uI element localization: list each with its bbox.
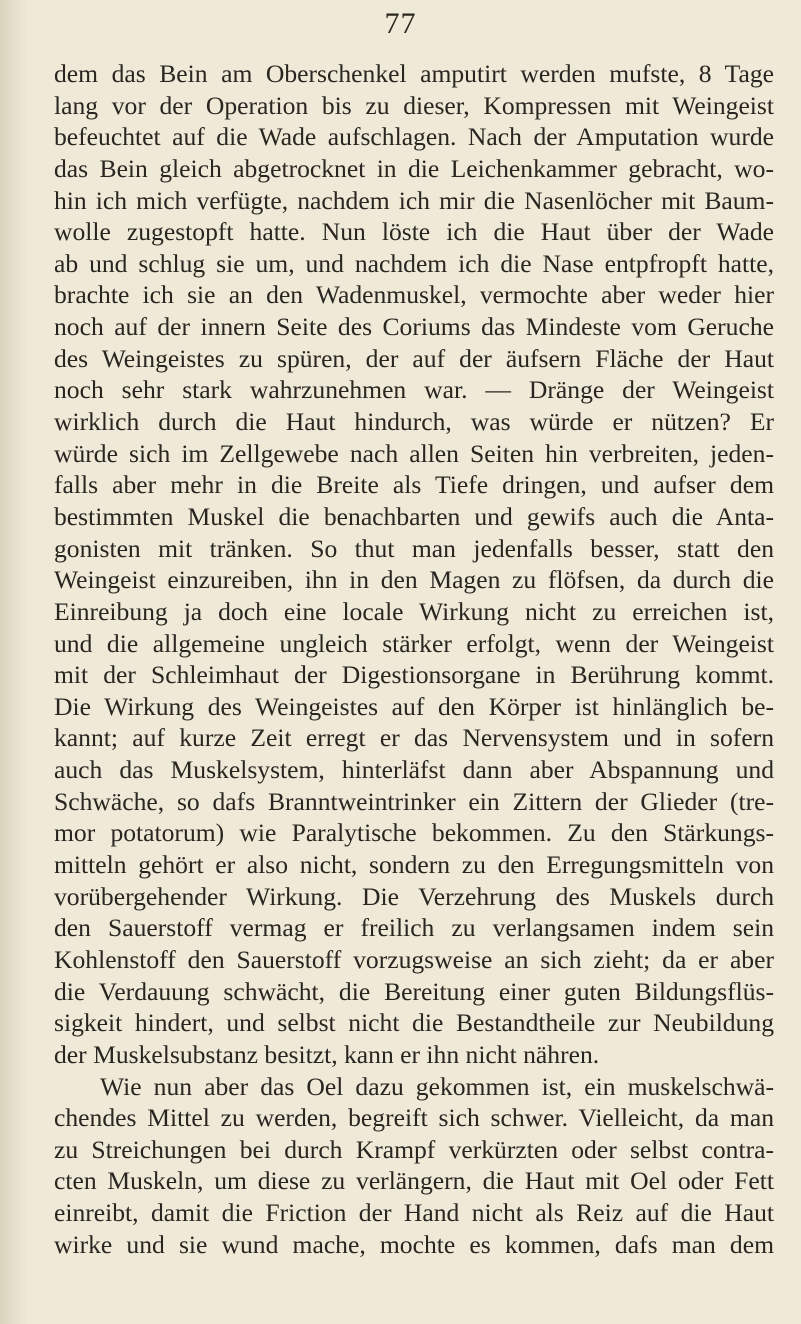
text-line: befeuchtet auf die Wade aufschlagen. Nach der Amputation wurde (54, 122, 774, 152)
text-line: Die Wirkung des Weingeistes auf den Körper ist hinlänglich be- (54, 691, 774, 721)
binding-gutter-shadow (0, 0, 28, 1324)
text-line: das Bein gleich abgetrocknet in die Leichenkammer gebracht, wo- (54, 153, 774, 183)
page-number: 77 (384, 7, 417, 40)
text-line: wolle zugestopft hatte. Nun löste ich die Haut über der Wade (54, 217, 774, 247)
text-line: und die allgemeine ungleich stärker erfolgt, wenn der Weingeist (54, 628, 774, 658)
text-line: gonisten mit tränken. So thut man jedenfalls besser, statt den (54, 533, 774, 563)
text-line: würde sich im Zellgewebe nach allen Seiten hin verbreiten, jeden- (54, 438, 774, 468)
paragraph-start-line: Wie nun aber das Oel dazu gekommen ist, ein muskelschwä- (100, 1071, 774, 1101)
text-line: die Verdauung schwächt, die Bereitung einer guten Bildungsflüs- (54, 976, 774, 1006)
text-line: cten Muskeln, um diese zu verlängern, die Haut mit Oel oder Fett (54, 1166, 774, 1196)
text-line: brachte ich sie an den Wadenmuskel, vermochte aber weder hier (54, 280, 774, 310)
text-line: Schwäche, so dafs Branntweintrinker ein Zittern der Glieder (tre- (54, 786, 774, 816)
text-line: noch sehr stark wahrzunehmen war. — Dränge der Weingeist (54, 375, 774, 405)
text-line: kannt; auf kurze Zeit erregt er das Nervensystem und in sofern (54, 723, 774, 753)
text-line: ab und schlug sie um, und nachdem ich die Nase entpfropft hatte, (54, 248, 774, 278)
text-line: sigkeit hindert, und selbst nicht die Bestandtheile zur Neubildung (54, 1008, 774, 1038)
text-line: noch auf der innern Seite des Coriums das Mindeste vom Geruche (54, 312, 774, 342)
paragraph-end-line: der Muskelsubstanz besitzt, kann er ihn nicht nähren. (54, 1039, 600, 1069)
text-line: einreibt, damit die Friction der Hand nicht als Reiz auf die Haut (54, 1198, 774, 1228)
text-line: lang vor der Operation bis zu dieser, Kompressen mit Weingeist (54, 90, 774, 120)
text-line: des Weingeistes zu spüren, der auf der äufsern Fläche der Haut (54, 343, 774, 373)
text-line: wirke und sie wund mache, mochte es kommen, dafs man dem (54, 1229, 774, 1259)
text-line: vorübergehender Wirkung. Die Verzehrung des Muskels durch (54, 881, 774, 911)
text-line: zu Streichungen bei durch Krampf verkürzten oder selbst contra- (54, 1134, 774, 1164)
text-line: hin ich mich verfügte, nachdem ich mir die Nasenlöcher mit Baum- (54, 185, 774, 215)
text-line: bestimmten Muskel die benachbarten und gewifs auch die Anta- (54, 501, 774, 531)
text-line: Einreibung ja doch eine locale Wirkung nicht zu erreichen ist, (54, 596, 774, 626)
text-line: Weingeist einzureiben, ihn in den Magen zu flöfsen, da durch die (54, 565, 774, 595)
text-line: chendes Mittel zu werden, begreift sich schwer. Vielleicht, da man (54, 1103, 774, 1133)
text-line: mit der Schleimhaut der Digestionsorgane in Berührung kommt. (54, 660, 774, 690)
text-line: mor potatorum) wie Paralytische bekommen. Zu den Stärkungs- (54, 818, 774, 848)
text-line: mitteln gehört er also nicht, sondern zu den Erregungsmitteln von (54, 850, 774, 880)
text-line: den Sauerstoff vermag er freilich zu verlangsamen indem sein (54, 913, 774, 943)
text-line: auch das Muskelsystem, hinterläfst dann aber Abspannung und (54, 755, 774, 785)
text-line: dem das Bein am Oberschenkel amputirt werden mufste, 8 Tage (54, 59, 774, 88)
text-line: wirklich durch die Haut hindurch, was würde er nützen? Er (54, 407, 774, 437)
text-line: Kohlenstoff den Sauerstoff vorzugsweise an sich zieht; da er aber (54, 944, 774, 974)
body-text (54, 58, 774, 1260)
text-line: falls aber mehr in die Breite als Tiefe dringen, und aufser dem (54, 470, 774, 500)
